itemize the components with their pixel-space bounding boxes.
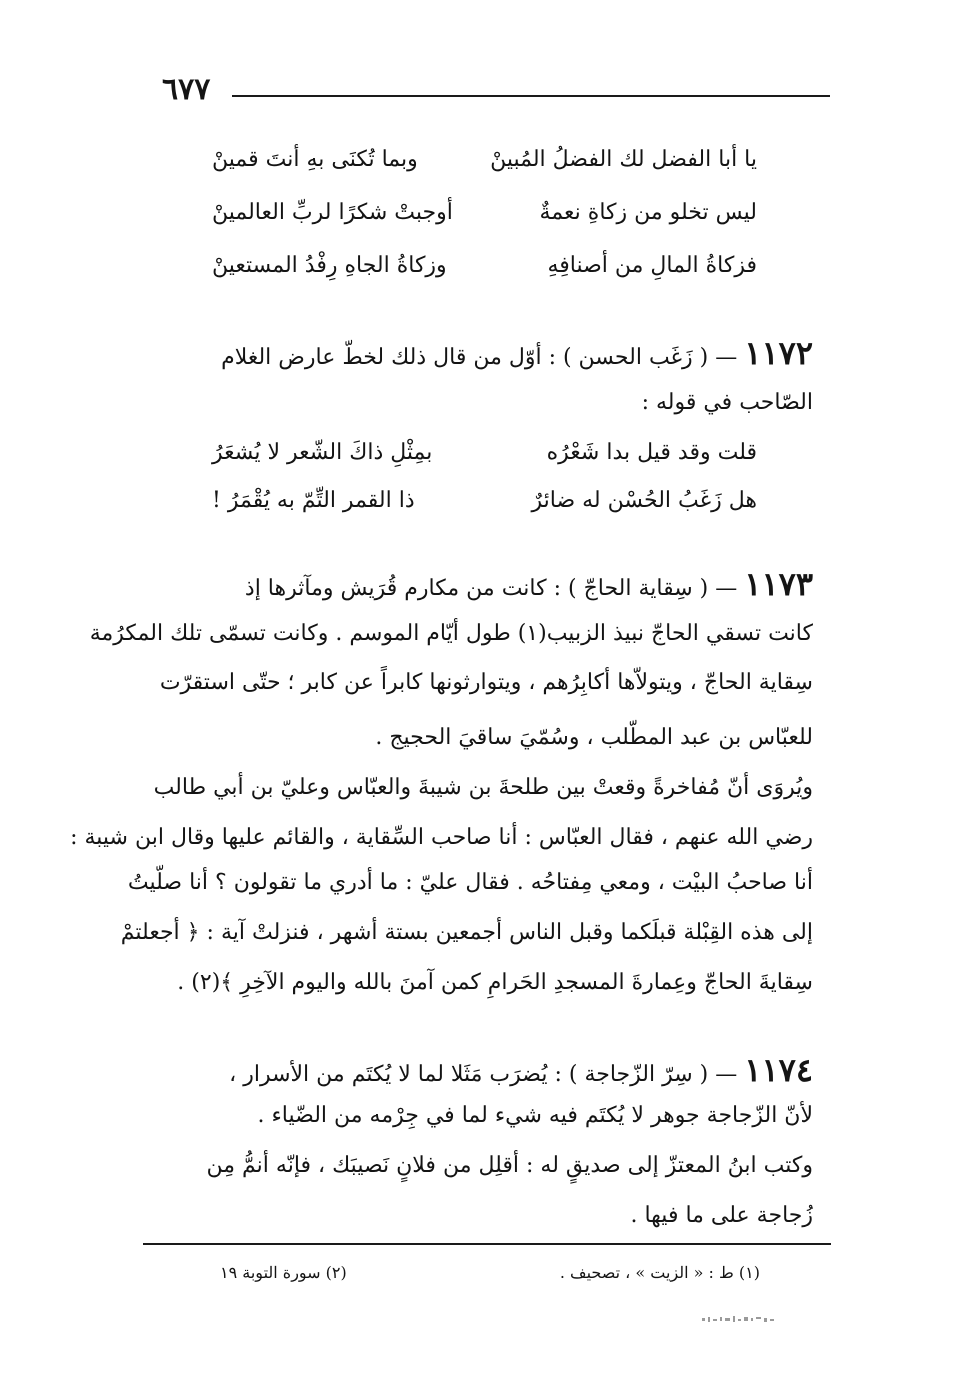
library-stamp-mark (700, 1312, 780, 1328)
entry-body-line: للعبّاس بن عبد المطّلب ، وسُمّيَ ساقيَ الحجيج . (375, 725, 813, 750)
entry-body-line: لأنّ الزّجاجة جوهر لا يُكتَم فيه شيء لما في جِرْمه من الضّياء . (257, 1103, 813, 1128)
poem-verse (212, 140, 757, 180)
entry-body-line: زُجاجة على ما فيها . (630, 1203, 813, 1228)
poem-verse (212, 193, 757, 233)
entry-body-line: وكتب ابنُ المعتزّ إلى صديقٍ له : أقلِل من فلانٍ نَصيبَك ، فإنّه أنمُّ مِن (206, 1153, 813, 1178)
verse-second-hemistich: وزكاةُ الجاهِ رِفْدُ المستعينْ (212, 253, 447, 278)
verse-first-hemistich: فزكاةُ المالِ من أصنافِهِ (547, 253, 757, 278)
verse-second-hemistich: وبما تُكنَى بهِ أنتَ قمينْ (212, 147, 418, 172)
verse-second-hemistich: ذا القمر التِّمّ به يُقْمَرُ ! (212, 488, 415, 513)
entry-body-line: الصّاحب في قوله : (641, 390, 813, 415)
entry-body-line: رضي الله عنهم ، فقال العبّاس : أنا صاحب السِّقاية ، والقائم عليها وقال ابن شيبة : (70, 825, 813, 850)
footnote-2: (٢) سورة التوبة ١٩ (220, 1263, 347, 1282)
page-header (162, 60, 830, 120)
page-number: ٦٧٧ (162, 72, 211, 107)
entry-heading-text: — ( سِقاية الحاجّ ) : كانت من مكارم قُرَيش ومآثرها إذ (244, 576, 738, 601)
poem-verse (212, 433, 757, 473)
verse-first-hemistich: ليس تخلو من زكاةِ نعمةٌ (539, 200, 757, 225)
footnotes (220, 1258, 760, 1288)
entry-1172-heading (165, 333, 813, 378)
entry-1174-heading (165, 1050, 813, 1095)
verse-second-hemistich: بمِثْلِ ذاكَ الشّعر لا يُشعَرُ (212, 440, 433, 465)
verse-second-hemistich: أوجبتْ شكرًا لربِّ العالمينْ (212, 200, 453, 225)
entry-1173-heading (165, 564, 813, 609)
entry-number: ١١٧٢ (744, 334, 813, 372)
entry-number: ١١٧٤ (744, 1051, 813, 1089)
entry-body-line: إلى هذه القِبْلة قبلَكما وقبل الناس أجمعين بستة أشهر ، فنزلتْ آية : ﴿ أجعلتمْ (120, 920, 813, 945)
entry-heading-text: — ( زَغَب الحسن ) : أوّل من قال ذلك لخطّ عارض الغلام (221, 345, 738, 370)
entry-number: ١١٧٣ (744, 565, 813, 603)
header-rule (232, 95, 830, 97)
entry-body-line: سِقايةَ الحاجّ وعِمارةَ المسجدِ الحَرامِ كمن آمنَ بالله واليوم الآخِرِ ﴾(٢) . (177, 970, 813, 995)
verse-first-hemistich: قلت وقد قيل بدا شَعْرُه (546, 440, 757, 465)
footnote-rule (143, 1243, 831, 1245)
poem-verse (212, 481, 757, 521)
footnote-1: (١) ط : « الزيت » ، تصحيف . (559, 1263, 760, 1282)
verse-first-hemistich: يا أبا الفضل لك الفضلُ المُبينْ (490, 147, 757, 172)
entry-body-line: سِقاية الحاجّ ، ويتولاّها أكابِرُهم ، ويتوارثونها كابراً عن كابر ؛ حتّى استقرّت (159, 670, 813, 695)
entry-body-line: ويُروَى أنّ مُفاخرةً وقعتْ بين طلحةَ بن شيبةَ والعبّاس وعليّ بن أبي طالب (153, 775, 813, 800)
entry-body-line: كانت تسقي الحاجّ نبيذ الزبيب(١) طول أيّام الموسم . وكانت تسمّى تلك المكرُمة (89, 621, 813, 646)
verse-first-hemistich: هل زَغَبُ الحُسْن له ضائرٌ (531, 488, 757, 513)
entry-heading-text: — ( سِرّ الزّجاجة ) : يُضرَب مَثَلا لما لا يُكتَم من الأسرار ، (229, 1062, 738, 1087)
entry-body-line: أنا صاحبُ البيْت ، ومعي مِفتاحُه . فقال عليّ : ما أدري ما تقولون ؟ أنا صلّيتُ (127, 870, 813, 895)
poem-verse (212, 246, 757, 286)
